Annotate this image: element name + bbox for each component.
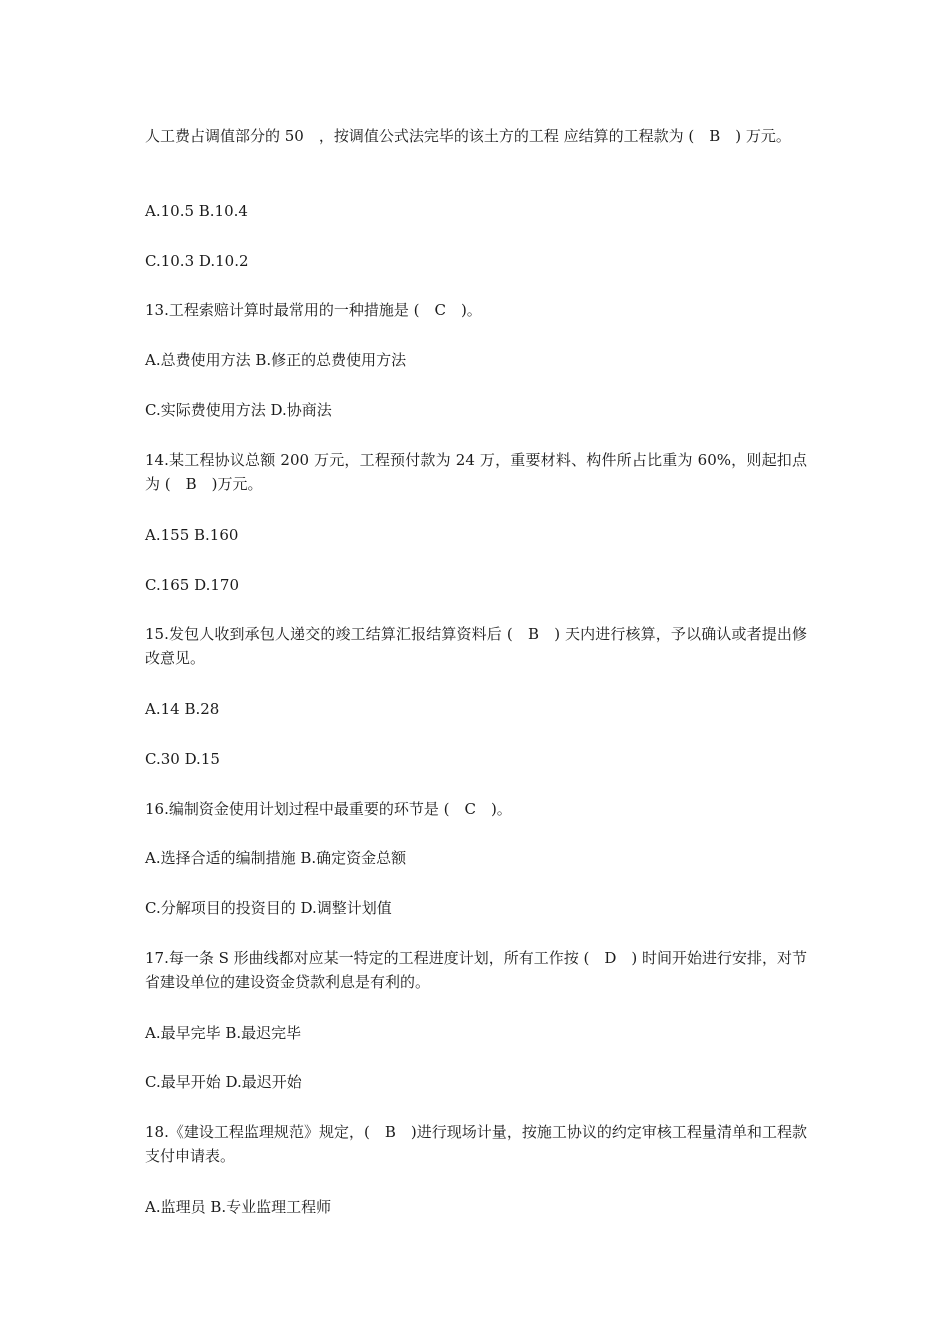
paragraph-options-ab: A.14 B.28 [145,700,220,718]
paragraph-question-12-tail: 人工费占调值部分的 50 ，按调值公式法完毕的该土方的工程 应结算的工程款为 ( B ) 万元。 [145,127,791,145]
paragraph-question-15: 15.发包人收到承包人递交的竣工结算汇报结算资料后 ( B ) 天内进行核算，予以确认或者提出修改意见。 [145,625,807,667]
paragraph-options-cd: C.30 D.15 [145,750,220,768]
paragraph-question-18: 18.《建设工程监理规范》规定，( B )进行现场计量，按施工协议的约定审核工程量清单和工程款支付申请表。 [145,1123,807,1165]
paragraph-options-ab: A.总费使用方法 B.修正的总费使用方法 [145,351,407,369]
paragraph-options-cd: C.最早开始 D.最迟开始 [145,1073,302,1091]
paragraph-options-cd: C.10.3 D.10.2 [145,252,249,270]
paragraph-options-cd: C.165 D.170 [145,576,239,594]
paragraph-options-ab: A.最早完毕 B.最迟完毕 [145,1024,302,1042]
paragraph-options-ab: A.选择合适的编制措施 B.确定资金总额 [145,849,407,867]
paragraph-question-14: 14.某工程协议总额 200 万元，工程预付款为 24 万，重要材料、构件所占比重为 60%，则起扣点为 ( B )万元。 [145,451,807,493]
paragraph-question-13: 13.工程索赔计算时最常用的一种措施是 ( C )。 [145,301,482,319]
paragraph-options-ab: A.155 B.160 [145,526,239,544]
paragraph-question-17: 17.每一条 S 形曲线都对应某一特定的工程进度计划，所有工作按 ( D ) 时间开始进行安排，对节省建设单位的建设资金贷款利息是有利的。 [145,949,807,991]
paragraph-options-cd: C.实际费使用方法 D.协商法 [145,401,332,419]
paragraph-options-cd: C.分解项目的投资目的 D.调整计划值 [145,899,392,917]
paragraph-options-ab: A.10.5 B.10.4 [145,202,248,220]
paragraph-question-16: 16.编制资金使用计划过程中最重要的环节是 ( C )。 [145,800,512,818]
paragraph-options-ab: A.监理员 B.专业监理工程师 [145,1198,332,1216]
